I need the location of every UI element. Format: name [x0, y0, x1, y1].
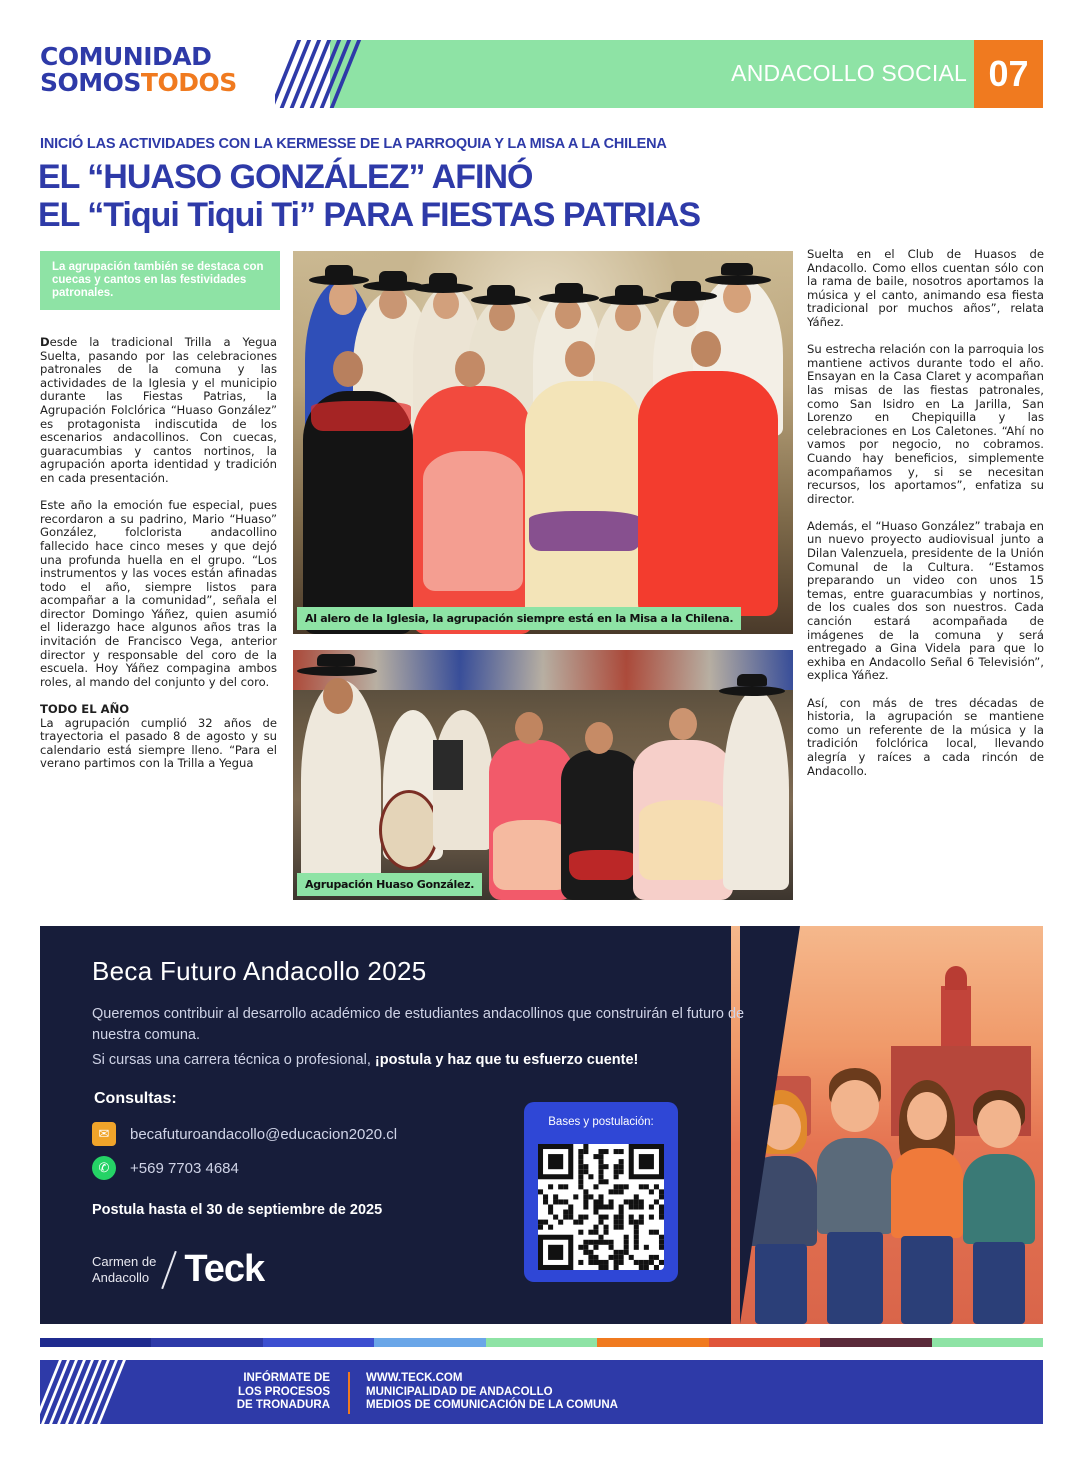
footer-link-teck[interactable]: WWW.TECK.COM	[366, 1372, 463, 1384]
photo1-caption: Al alero de la Iglesia, la agrupación siempre está en la Misa a la Chilena.	[297, 607, 741, 630]
ad-callout-bold: ¡postula y haz que tu esfuerzo cuente!	[374, 1052, 639, 1068]
teck-logo	[92, 1248, 264, 1291]
photo-parish-group	[293, 251, 793, 634]
ad-title: Beca Futuro Andacollo 2025	[92, 956, 427, 986]
section-title: ANDACOLLO SOCIAL	[731, 60, 967, 86]
footer-links	[366, 1372, 618, 1413]
left-paragraph-3: La agrupación cumplió 32 años de trayectoria el pasado 8 de agosto y su calendario está siempre lleno. “Para el verano partimos con la Trilla a Yegua	[40, 715, 277, 771]
article-kicker: INICIÓ LAS ACTIVIDADES CON LA KERMESSE DE LA PARROQUIA Y LA MISA A LA CHILENA	[40, 136, 667, 152]
footer-info: INFÓRMATE DE LOS PROCESOS DE TRONADURA	[236, 1372, 330, 1411]
brand-line2b: TODOS	[140, 68, 237, 97]
ad-description: Queremos contribuir al desarrollo académico de estudiantes andacollinos que construirán el futuro de nuestra comuna.	[92, 1006, 745, 1043]
ad-contact-label: Consultas:	[94, 1090, 177, 1107]
footer-band	[40, 1360, 1043, 1424]
qr-code-icon[interactable]	[538, 1144, 664, 1270]
right-paragraph-2: Su estrecha relación con la parroquia los mantiene activos durante todo el año. Ensayan en la Casa Claret y acompañan las misas de las fiestas patronales, como San Isidro en La Jarilla, San Lorenzo en Chepiquilla y las celebraciones en Los Caletones. “Ahí no vamos por negocio, no cobramos. Cuando hay beneficios, simplemente acompañamos y, si se necesitan recursos, los aportamos”, enfatiza su director.	[807, 342, 1044, 506]
brand-line1: COMUNIDAD	[40, 42, 212, 71]
left-column	[40, 336, 277, 785]
footer-color-strip	[40, 1338, 1043, 1347]
footer-link-media[interactable]: MEDIOS DE COMUNICACIÓN DE LA COMUNA	[366, 1399, 618, 1411]
headline-line2: EL “Tiqui Tiqui Ti” PARA FIESTAS PATRIAS	[38, 196, 701, 234]
email-icon: ✉	[92, 1122, 116, 1146]
ad-callout: Si cursas una carrera técnica o profesional, ¡postula y haz que tu esfuerzo cuente!	[92, 1052, 639, 1068]
left-paragraph-1: Desde la tradicional Trilla a Yegua Suelta, pasando por las celebraciones patronales de la comuna y las actividades de la Iglesia y el municipio durante las Fiestas Patrias, la Agrupación Folclórica “Huaso González” es protagonista indiscutida de los escenarios andacollinos. Con cuecas, guaracumbias y cantos nortinos, la agrupación aporta identidad y tradición en cada presentación.	[40, 335, 277, 485]
page-number: 07	[974, 40, 1043, 108]
header-stripes	[275, 40, 395, 108]
qr-panel[interactable]	[524, 1102, 678, 1282]
ad-email-row[interactable]	[92, 1122, 397, 1146]
ad-deadline: Postula hasta el 30 de septiembre de 2025	[92, 1202, 383, 1218]
logo-subtitle: Carmen de Andacollo	[92, 1253, 157, 1285]
right-paragraph-3: Además, el “Huaso González” trabaja en un nuevo proyecto audiovisual junto a Dilan Valenzuela, presidente de la Unión Comunal de la Cultura. “Estamos preparando un video con unos 15 temas, entre guaracumbias y nortinos, de los cuales dos son nuestros. Cada canción estará acompañada de imágenes de la comuna y será entregado a Gina Videla para que lo exhiba en Andacollo Señal 6 Televisión”, explica Yáñez.	[807, 518, 1044, 683]
right-paragraph-1: Suelta en el Club de Huasos de Andacollo. Como ellos cuentan sólo con la rama de baile, nosotros aportamos la música y el canto, animando esa fiesta tradicional por muchos años”, relata Yáñez.	[807, 247, 1044, 329]
logo-slash	[162, 1250, 178, 1288]
headline-line1: EL “HUASO GONZÁLEZ” AFINÓ	[38, 158, 533, 196]
ad-phone-row[interactable]	[92, 1156, 239, 1180]
subhead: TODO EL AÑO	[40, 702, 130, 717]
footer-divider	[348, 1372, 350, 1414]
brand-logo	[40, 44, 237, 99]
ad-phone[interactable]: +569 7703 4684	[130, 1159, 239, 1177]
lead-box: La agrupación también se destaca con cuecas y cantos en las festividades patronales.	[40, 251, 280, 310]
article-headline	[38, 158, 700, 234]
footer-stripes	[40, 1360, 150, 1424]
qr-label: Bases y postulación:	[548, 1116, 654, 1128]
left-paragraph-2: Este año la emoción fue especial, pues recordaron a su padrino, Mario “Huaso” González, folclorista andacollino fallecido hace cinco meses y que dejó una profunda huella en el grupo. “Los instrumentos y las voces están afinadas todo el año, siempre listos para acompañar a la comunidad”, señala el director Domingo Yáñez, quien asumió el liderazgo hace algunos años tras la invitación de Francisco Vega, anterior director y responsable del coro de la escuela. Hoy Yáñez compagina ambos roles, al mando del conjunto y del coro.	[40, 498, 277, 689]
photo-group-performance	[293, 650, 793, 900]
logo-wordmark: Teck	[184, 1248, 265, 1290]
footer-link-municipality[interactable]: MUNICIPALIDAD DE ANDACOLLO	[366, 1385, 553, 1398]
dropcap: D	[40, 335, 50, 349]
ad-divider-shape	[740, 926, 800, 1324]
whatsapp-icon: ✆	[92, 1156, 116, 1180]
photo2-caption: Agrupación Huaso González.	[297, 873, 482, 896]
right-column	[807, 248, 1044, 792]
right-paragraph-4: Así, con más de tres décadas de historia, la agrupación se mantiene como un referente de la música y la tradición folclórica local, llevando alegría y raíces a cada rincón de Andacollo.	[807, 695, 1044, 778]
scholarship-ad	[40, 926, 1043, 1324]
brand-line2a: SOMOS	[40, 68, 141, 97]
ad-email[interactable]: becafuturoandacollo@educacion2020.cl	[130, 1125, 398, 1143]
